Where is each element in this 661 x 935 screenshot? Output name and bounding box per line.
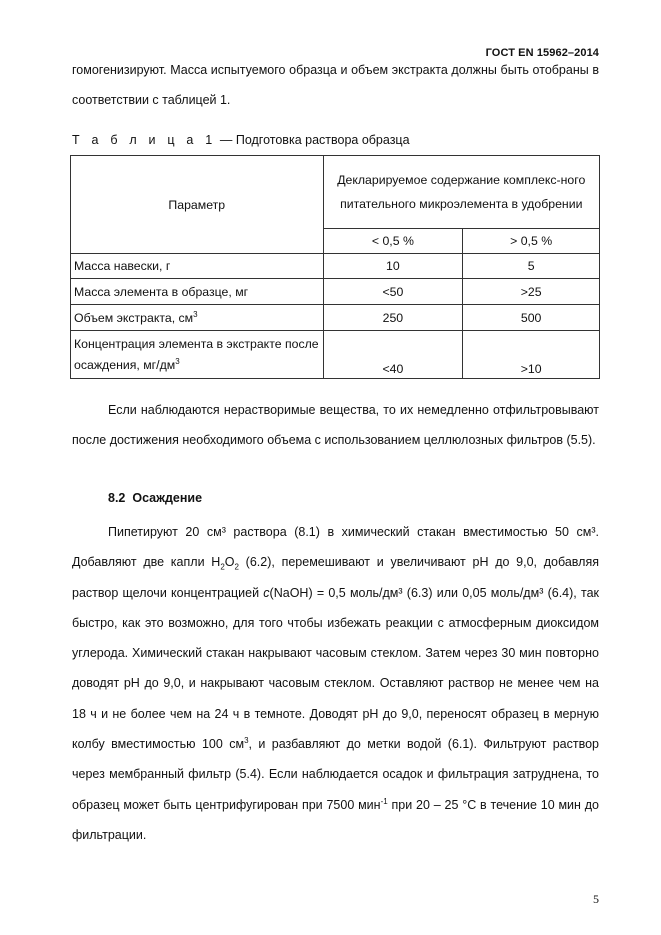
- table-row: [71, 279, 600, 305]
- row-high: >25: [463, 279, 600, 305]
- row-param: [71, 305, 324, 331]
- precipitation-paragraph: [72, 517, 599, 850]
- header-col-low: < 0,5 %: [323, 229, 463, 254]
- header-col-high: > 0,5 %: [463, 229, 600, 254]
- row-param: Масса навески, г: [71, 254, 324, 279]
- section-title: Осаждение: [132, 491, 203, 505]
- row-param-sup: 3: [193, 309, 198, 319]
- row-high: 5: [463, 254, 600, 279]
- row-low: <50: [323, 279, 463, 305]
- section-number: 8.2: [108, 491, 126, 505]
- h2o2-sub-b: 2: [234, 562, 239, 572]
- table-row: [71, 305, 600, 331]
- row-param: [71, 331, 324, 379]
- row-param: Масса элемента в образце, мг: [71, 279, 324, 305]
- precip-part3: (NaOH) = 0,5 моль/дм³ (6.3) или 0,05 моль/дм³ (6.4), так быстро, как это возможно, для того чтобы избежать реакции с атмосферным диоксидом углерода. Химический стакан накрывают часовым стеклом. Затем через 30 мин повторно доводят pH до 9,0, и накрывают часовым стеклом. Оставляют раствор не менее чем на 18 ч и не более чем на 24 ч в темноте. Доводят pH до 9,0, переносят образец в мерную колбу вместимостью 100 см: [72, 585, 599, 752]
- cm3-sup: 3: [244, 736, 249, 746]
- table-row: [71, 254, 600, 279]
- precip-part2: (6.2), перемешивают и увеличивают pH до 9,0, добавляя раствор щелочи концентрацией: [72, 555, 599, 600]
- min-sup: -1: [380, 796, 388, 806]
- row-high: 500: [463, 305, 600, 331]
- precip-part5: при 20 – 25 °C в течение 10 мин до фильтрации.: [72, 797, 599, 842]
- h2o2-sub-a: 2: [220, 562, 225, 572]
- table-caption: [72, 133, 410, 147]
- page-number: 5: [593, 892, 599, 906]
- row-low: <40: [323, 331, 463, 379]
- row-param-main: Концентрация элемента в экстракте после осаждения, мг/дм: [74, 336, 319, 372]
- header-declared-cell: Декларируемое содержание комплекс-ного питательного микроэлемента в удобрении: [323, 156, 599, 229]
- insoluble-paragraph: Если наблюдаются нерастворимые вещества, то их немедленно отфильтровывают после достижения необходимого объема с использованием целлюлозных фильтров (5.5).: [72, 403, 599, 448]
- precip-part1: Пипетируют 20 см³ раствора (8.1) в химический стакан вместимостью 50 см³. Добавляют две капли H: [72, 525, 599, 570]
- header-parameter-cell: Параметр: [71, 156, 324, 254]
- precip-part4: , и разбавляют до метки водой (6.1). Фильтруют раствор через мембранный фильтр (5.4). Если наблюдается осадок и фильтрация затруднена, то образец может быть центрифугирован при 7500 мин: [72, 737, 599, 812]
- concentration-symbol: c: [263, 585, 270, 600]
- table-caption-text: — Подготовка раствора образца: [216, 133, 410, 147]
- row-high: >10: [463, 331, 600, 379]
- table-row: [71, 331, 600, 379]
- sample-preparation-table: [70, 155, 600, 379]
- row-low: 10: [323, 254, 463, 279]
- intro-paragraph: гомогенизируют. Масса испытуемого образца и объем экстракта должны быть отобраны в соответствии с таблицей 1.: [72, 63, 599, 108]
- h2o2-o: O: [224, 555, 235, 570]
- row-param-main: Объем экстракта, см: [74, 310, 194, 325]
- section-heading: [108, 491, 202, 505]
- table-caption-label: Т а б л и ц а 1: [72, 133, 217, 147]
- standard-header: ГОСТ EN 15962–2014: [485, 47, 599, 59]
- row-param-sup: 3: [175, 356, 180, 366]
- row-low: 250: [323, 305, 463, 331]
